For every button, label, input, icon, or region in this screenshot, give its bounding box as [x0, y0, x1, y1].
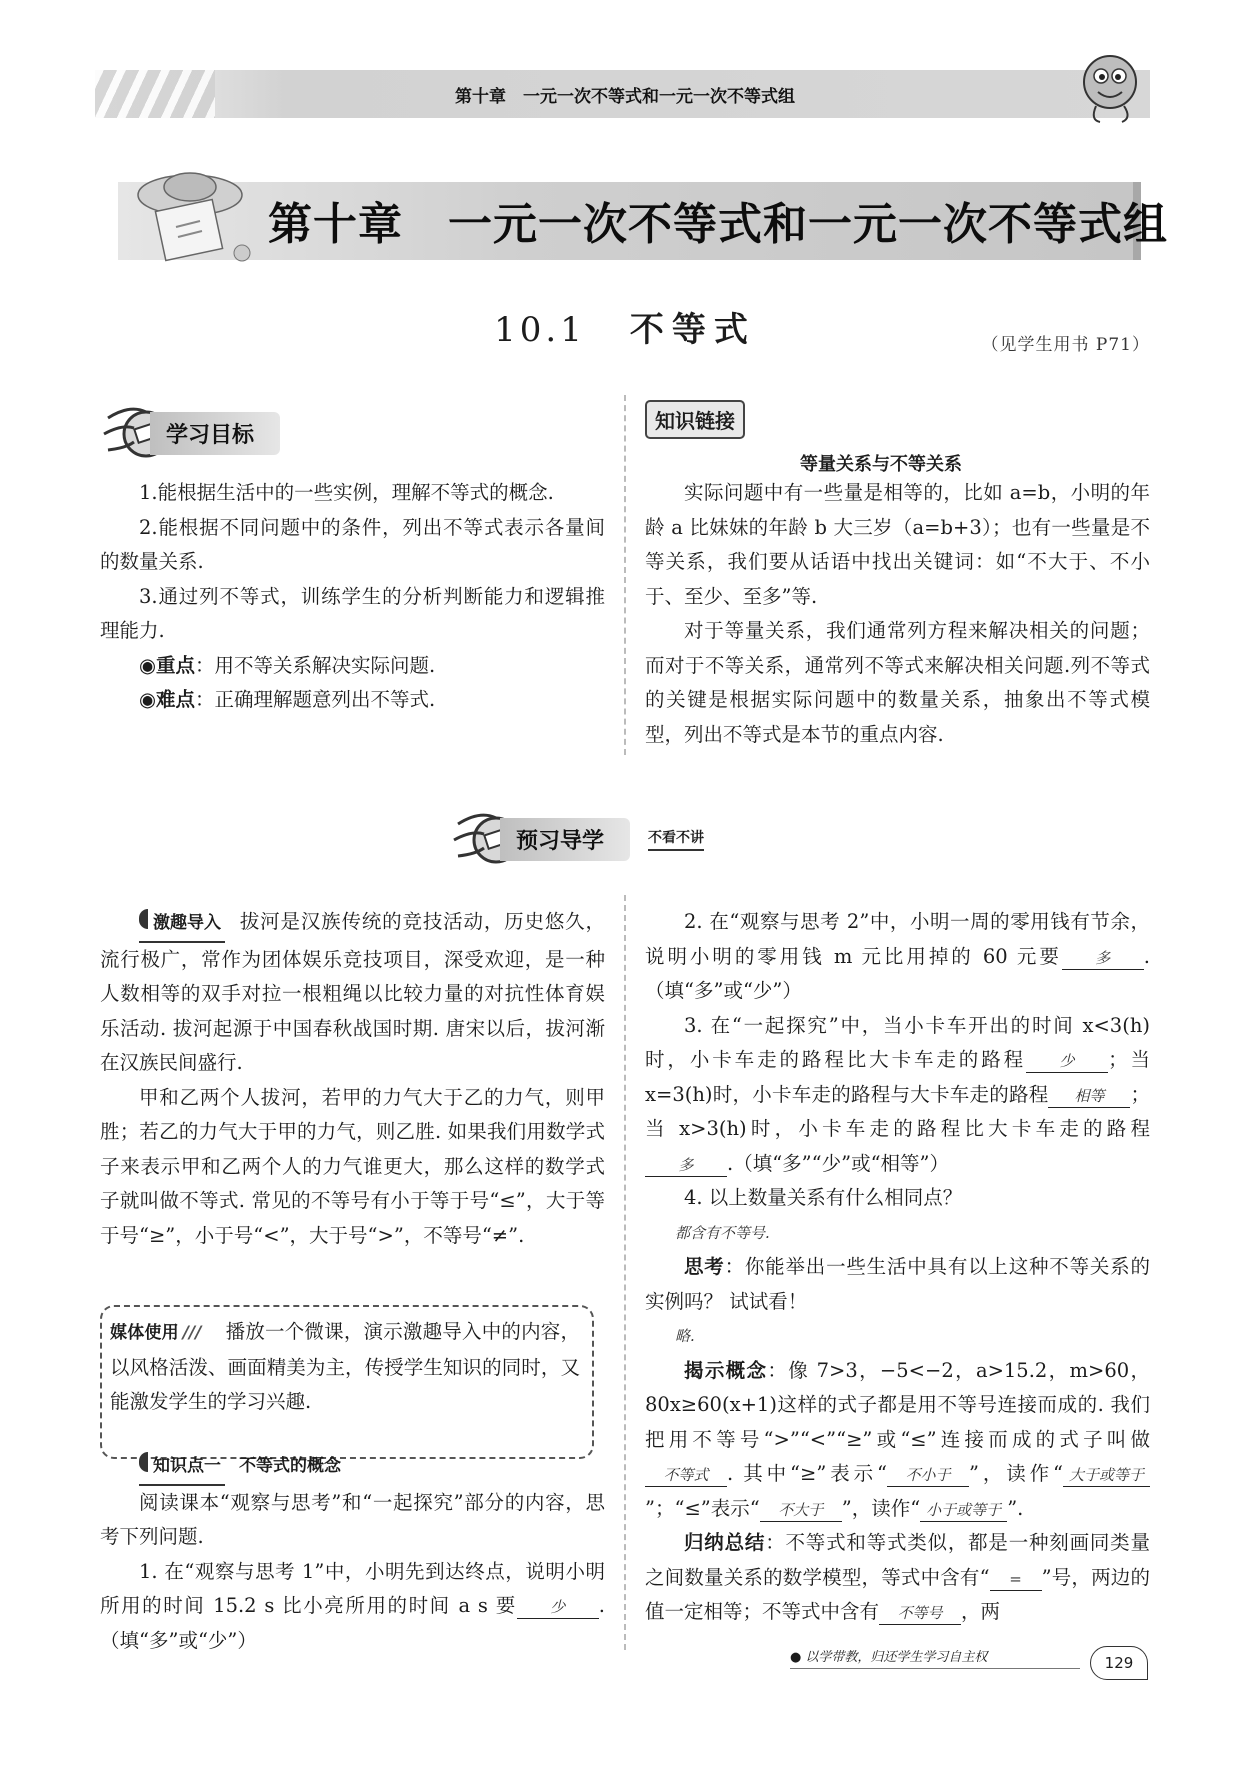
question-4: 4. 以上数量关系有什么相同点？ [684, 1186, 963, 1209]
media-text [110, 1315, 580, 1420]
media-body: 播放一个微课，演示激趣导入中的内容，以风格活泼、画面精美为主，传授学生知识的同时，又能激发学生的学习兴趣. [110, 1320, 580, 1413]
question-3-text: ；当 x>3(h)时，小卡车走的路程比大卡车走的路程 [645, 1082, 1150, 1140]
hard-point-text: ：正确理解题意列出不等式. [195, 688, 436, 711]
chapter-title: 第十章 一元一次不等式和一元一次不等式组 [268, 199, 1168, 250]
goal-item: 1.能根据生活中的一些实例，理解不等式的概念. [139, 481, 554, 504]
intro-paragraph [100, 905, 605, 1081]
media-label: 媒体使用 /// [110, 1323, 201, 1343]
knowledge-point-label: 知识点一 [139, 1449, 225, 1486]
question-3 [645, 1009, 1150, 1182]
intro-label: 激趣导入 [139, 906, 225, 943]
page-number: 129 [1090, 1646, 1148, 1680]
summary-text: ”号，两边的值一定相等；不等式中含有 [645, 1565, 1150, 1623]
answer-blank: 少 [1026, 1050, 1108, 1073]
summary-text: ，两 [961, 1600, 1001, 1623]
section-number: 10.1 [494, 310, 586, 350]
question-1-text: 1. 在“观察与思考 1”中，小明先到达终点，说明小明所用的时间 15.2 s 比小亮所用的时间 a s 要 [100, 1559, 605, 1617]
media-paragraph [110, 1315, 580, 1420]
summary-text: ：不等式和等式类似，都是一种刻画同类量之间数量关系的数学模型，等式中含有“ [645, 1531, 1150, 1589]
knowledge-link-subtitle: 等量关系与不等关系 [800, 454, 962, 475]
goals-tag [100, 400, 280, 466]
knowledge-paragraph: 对于等量关系，我们通常列方程来解决相关的问题；而对于不等关系，通常列不等式来解决相关问题.列不等式的关键是根据实际问题中的数量关系，抽象出不等式模型，列出不等式是本节的重点内容. [645, 619, 1150, 746]
goal-item: 2.能根据不同问题中的条件，列出不等式表示各量间的数量关系. [100, 515, 605, 573]
think-label: 思考 [684, 1255, 725, 1278]
question-1 [100, 1555, 605, 1659]
intro-block [100, 905, 605, 1253]
mascot-icon [1070, 48, 1150, 128]
answer-blank: 不小于 [887, 1464, 969, 1487]
answer-blank: 多 [1062, 947, 1144, 970]
running-title: 第十章 一元一次不等式和一元一次不等式组 [455, 87, 795, 107]
summary-label: 归纳总结 [684, 1531, 766, 1554]
summary-paragraph [645, 1526, 1150, 1630]
knowledge-point-heading [100, 1448, 605, 1486]
concept-label: 揭示概念 [684, 1358, 768, 1382]
column-divider-bottom [624, 895, 626, 1650]
intro-text: 拔河是汉族传统的竞技活动，历史悠久，流行极广，常作为团体娱乐竞技项目，深受欢迎，是一种人数相等的双手对拉一根粗绳以比较力量的对抗性体育娱乐活动. 拔河起源于中国春秋战国时期. 唐宋以后，拔河渐在汉族民间盛行. [100, 910, 605, 1074]
concept-text: ”. [1007, 1496, 1024, 1520]
answer-blank: 大于或等于 [1063, 1464, 1150, 1487]
answer-blank: 相等 [1048, 1085, 1130, 1108]
right-column [645, 905, 1150, 1630]
concept-text: ”，读作“ [968, 1462, 1063, 1485]
answer-blank: = [990, 1568, 1042, 1591]
hat-book-icon [120, 165, 270, 270]
answer-blank: 不等式 [645, 1464, 727, 1487]
answer-blank: 小于或等于 [920, 1499, 1007, 1522]
think-answer: 略. [675, 1327, 695, 1345]
preview-tag-label: 预习导学 [500, 818, 630, 861]
concept-paragraph [645, 1354, 1150, 1527]
answer-blank: 多 [645, 1154, 727, 1177]
section-name: 不等式 [629, 310, 756, 350]
key-point-label: ◉重点 [139, 653, 196, 677]
knowledge-link-tag: 知识链接 [645, 400, 745, 439]
knowledge-point-block [100, 1448, 605, 1658]
answer-blank: 不等号 [879, 1602, 961, 1625]
concept-text: ”；“≤”表示“ [645, 1496, 760, 1520]
question-3-tail: .（填“多”“少”或“相等”） [727, 1151, 950, 1175]
think-paragraph [645, 1250, 1150, 1319]
column-divider-top [624, 395, 626, 755]
question-3-text: ；当 x=3(h)时，小卡车走的路程与大卡车走的路程 [645, 1048, 1150, 1106]
hard-point [100, 683, 605, 718]
preview-tag [450, 806, 704, 872]
question-3-text: 3. 在“一起探究”中，当小卡车开出的时间 x<3(h)时，小卡车走的路程比大卡车走的路程 [645, 1013, 1150, 1071]
footer-rule [790, 1668, 1080, 1669]
key-point [100, 649, 605, 684]
knowledge-paragraph: 实际问题中有一些量是相等的，比如 a=b，小明的年龄 a 比妹妹的年龄 b 大三岁（a=b+3）；也有一些量是不等关系，我们要从话语中找出关键词：如“不大于、不小于、至少、至多”等. [645, 481, 1150, 608]
hard-point-label: ◉难点 [139, 688, 196, 711]
goals-tag-label: 学习目标 [150, 412, 280, 455]
intro-paragraph: 甲和乙两个人拔河，若甲的力气大于乙的力气，则甲胜；若乙的力气大于甲的力气，则乙胜. 如果我们用数学式子来表示甲和乙两个人的力气谁更大，那么这样的数学式子就叫做不等式. 常见的不等号有小于等于号“≤”，大于等于号“≥”，小于号“<”，大于号“>”，不等号“≠”. [100, 1085, 605, 1247]
think-text: ：你能举出一些生活中具有以上这种不等关系的实例吗？ 试试看！ [645, 1255, 1150, 1313]
goal-item: 3.通过列不等式，训练学生的分析判断能力和逻辑推理能力. [100, 584, 605, 642]
goals-list [100, 476, 605, 718]
knowledge-point-intro: 阅读课本“观察与思考”和“一起探究”部分的内容，思考下列问题. [100, 1490, 605, 1548]
answer-blank: 少 [517, 1596, 599, 1619]
question-2 [645, 905, 1150, 1009]
concept-text: ”，读作“ [841, 1496, 921, 1520]
concept-text: ：像 7>3，−5<−2，a>15.2，m>60，80x≥60(x+1)这样的式子都是用不等号连接而成的. 我们把用不等号“>”“<”“≥”或“≤”连接而成的式子叫做 [645, 1358, 1150, 1451]
knowledge-point-title: 不等式的概念 [239, 1456, 341, 1476]
question-1-tail: .（填“多”或“少”） [100, 1594, 605, 1652]
question-2-tail: .（填“多”或“少”） [645, 944, 1150, 1002]
question-2-text: 2. 在“观察与思考 2”中，小明一周的零用钱有节余，说明小明的零用钱 m 元比用掉的 60 元要 [645, 910, 1150, 968]
concept-text: . 其中“≥”表示“ [727, 1462, 887, 1485]
knowledge-link-body [645, 476, 1150, 752]
answer-blank: 不大于 [760, 1499, 842, 1522]
preview-tag-sub: 不看不讲 [648, 827, 704, 851]
question-4-answer: 都含有不等号. [675, 1223, 770, 1242]
student-book-ref: （见学生用书 P71） [981, 335, 1150, 355]
footer-motto: ● 以学带教，归还学生学习自主权 [790, 1646, 987, 1665]
key-point-text: ：用不等关系解决实际问题. [195, 653, 436, 677]
